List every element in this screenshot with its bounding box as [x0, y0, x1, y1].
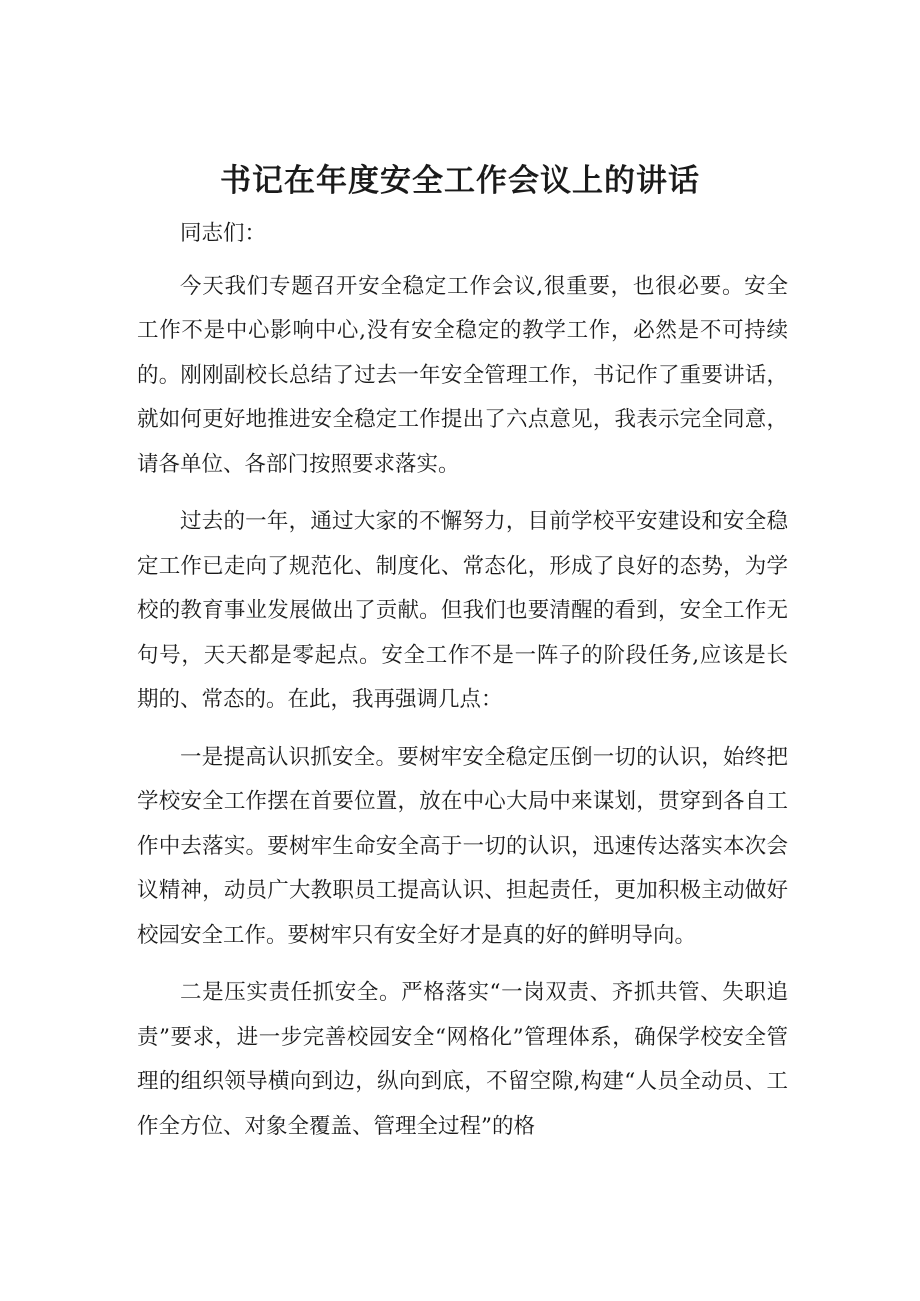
document-body — [137, 212, 788, 1162]
document-title: 书记在年度安全工作会议上的讲话 — [220, 163, 700, 199]
paragraph-point-one: 一是提高认识抓安全。要树牢安全稳定压倒一切的认识，始终把学校安全工作摆在首要位置，放在中心大局中来谋划，贯穿到各自工作中去落实。要树牢生命安全高于一切的认识，迅速传达落实本次会议精神，动员广大教职员工提高认识、担起责任，更加积极主动做好校园安全工作。要树牢只有安全好才是真的好的鲜明导向。 — [137, 744, 788, 948]
paragraph-point-two: 二是压实责任抓安全。严格落实“一岗双责、齐抓共管、失职追责”要求，进一步完善校园安全“网格化”管理体系，确保学校安全管理的组织领导横向到边，纵向到底，不留空隙,构建“人员全动员、工作全方位、对象全覆盖、管理全过程”的格 — [137, 980, 788, 1139]
paragraph-opening: 今天我们专题召开安全稳定工作会议,很重要，也很必要。安全工作不是中心影响中心,没有安全稳定的教学工作，必然是不可持续的。刚刚副校长总结了过去一年安全管理工作，书记作了重要讲话，就如何更好地推进安全稳定工作提出了六点意见，我表示完全同意，请各单位、各部门按照要求落实。 — [137, 273, 788, 477]
paragraph-review: 过去的一年，通过大家的不懈努力，目前学校平安建设和安全稳定工作已走向了规范化、制度化、常态化，形成了良好的态势，为学校的教育事业发展做出了贡献。但我们也要清醒的看到，安全工作无句号，天天都是零起点。安全工作不是一阵子的阶段任务,应该是长期的、常态的。在此，我再强调几点： — [137, 509, 788, 712]
salutation: 同志们： — [180, 221, 267, 246]
